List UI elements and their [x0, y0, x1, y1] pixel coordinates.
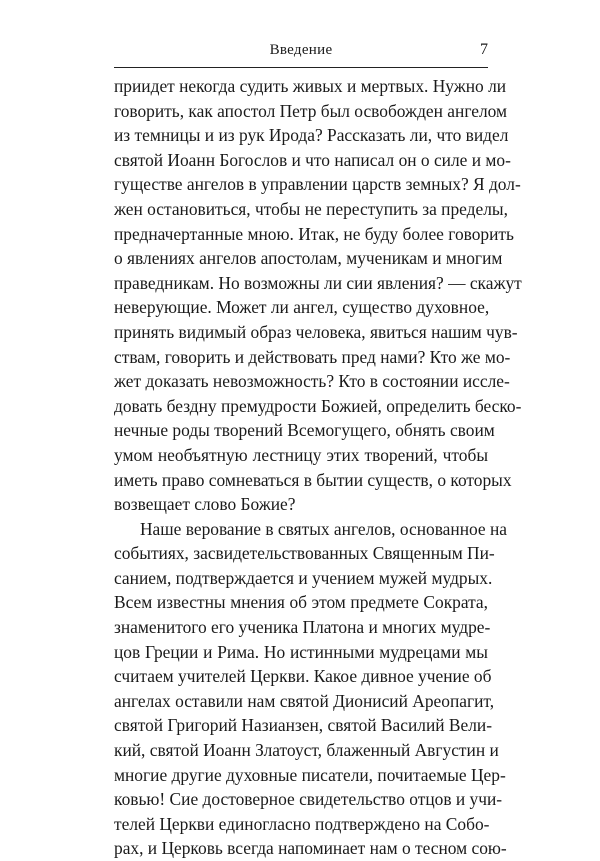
text-line: святой Григорий Назианзен, святой Василий Вели-: [114, 715, 492, 736]
text-line: иметь право сомневаться в бытии существ, о которых: [114, 469, 512, 490]
page-number: 7: [480, 41, 488, 58]
text-line: праведникам. Но возможны ли сии явления? — скажут: [114, 272, 522, 293]
body-text: [114, 74, 522, 861]
text-line: событиях, засвидетельствованных Священным Пи-: [114, 543, 495, 564]
text-line: говорить, как апостол Петр был освобожден ангелом: [114, 100, 507, 121]
text-line: гуществе ангелов в управлении царств земных? Я дол-: [114, 174, 521, 195]
text-line: жен остановиться, чтобы не переступить за пределы,: [114, 198, 508, 219]
text-line: знаменитого его ученика Платона и многих мудре-: [114, 617, 491, 638]
text-line: принять видимый образ человека, явиться нашим чув-: [114, 321, 518, 342]
text-line: неверующие. Может ли ангел, существо духовное,: [114, 297, 490, 318]
running-head-title: Введение: [269, 42, 333, 58]
text-line: санием, подтверждается и учением мужей мудрых.: [114, 567, 493, 588]
text-line: жет доказать невозможность? Кто в состоянии иссле-: [114, 371, 510, 392]
text-line: ковью! Сие достоверное свидетельство отцов и учи-: [114, 789, 503, 810]
text-line: нечные роды творений Всемогущего, обнять своим: [114, 420, 495, 441]
text-line: цов Греции и Рима. Но истинными мудрецами мы: [114, 641, 488, 662]
text-line: о явлениях ангелов апостолам, мученикам и многим: [114, 248, 503, 269]
text-line: довать бездну премудрости Божией, определить беско-: [114, 395, 522, 416]
text-line: считаем учителей Церкви. Какое дивное учение об: [114, 666, 492, 687]
running-head: [114, 42, 488, 68]
text-line: возвещает слово Божие?: [114, 494, 296, 515]
text-line: из темницы и из рук Ирода? Рассказать ли, что видел: [114, 125, 509, 146]
text-line: ангелах оставили нам святой Дионисий Ареопагит,: [114, 690, 495, 711]
paragraph: [114, 517, 508, 861]
header-rule: [114, 67, 488, 68]
paragraph: [114, 74, 522, 517]
text-line: рах, и Церковь всегда напоминает нам о тесном сою-: [114, 838, 507, 859]
text-line: многие другие духовные писатели, почитаемые Цер-: [114, 764, 506, 785]
text-line: умом необъятную лестницу этих творений, чтобы: [114, 444, 488, 465]
text-line: Наше верование в святых ангелов, основанное на: [140, 518, 508, 539]
text-line: Всем известны мнения об этом предмете Сократа,: [114, 592, 488, 613]
text-line: телей Церкви единогласно подтверждено на Собо-: [114, 813, 490, 834]
text-line: кий, святой Иоанн Златоуст, блаженный Августин и: [114, 740, 499, 761]
text-line: ствам, говорить и действовать пред нами? Кто же мо-: [114, 346, 511, 367]
text-line: предначертанные мною. Итак, не буду более говорить: [114, 223, 514, 244]
text-line: святой Иоанн Богослов и что написал он о силе и мо-: [114, 149, 511, 170]
text-line: приидет некогда судить живых и мертвых. Нужно ли: [114, 76, 507, 96]
